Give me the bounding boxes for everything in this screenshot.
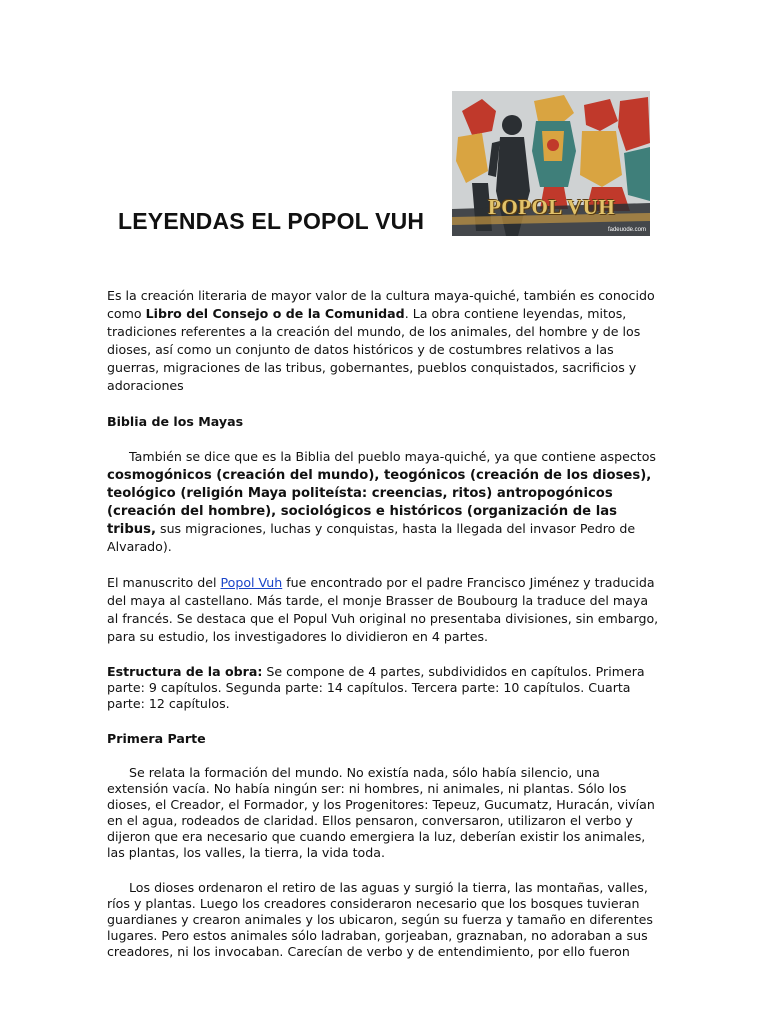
primera-parte-paragraph: Se relata la formación del mundo. No existía nada, sólo había silencio, una extensión vacía. No había ningún ser: ni hombres, ni animales, ni plantas. Sólo los dioses, el Creador, el Formador, y los Progenitores: Tepeuz, Gucumatz, Huracán, vivían en el agua, rodeados de claridad. Ellos pensaron, conversaron, utilizaron el verbo y dijeron que era necesario que cuando emergiera la luz, deberían existir los animales, las plantas, los valles, la tierra, la vida toda. [107, 765, 655, 860]
page-title: LEYENDAS EL POPOL VUH [118, 208, 425, 234]
estructura-paragraph [107, 664, 662, 712]
manuscrito-text-1: El manuscrito del [107, 575, 221, 590]
estructura-label: Estructura de la obra: [107, 664, 263, 679]
intro-text-1: Es la creación literaria de mayor valor de la cultura maya-quiché, también es conocido como [107, 288, 655, 321]
estructura-text: Se compone de 4 partes, subdivididos en capítulos. Primera parte: 9 capítulos. Segunda parte: 14 capítulos. Tercera parte: 10 capítulos. Cuarta parte: 12 capítulos. [107, 664, 645, 711]
biblia-text-2: sus migraciones, luchas y conquistas, hasta la llegada del invasor Pedro de Alvarado). [107, 521, 636, 554]
intro-bold-title: Libro del Consejo o de la Comunidad [145, 306, 405, 321]
intro-text-2: . La obra contiene leyendas, mitos, tradiciones referentes a la creación del mundo, de los animales, del hombre y de los dioses, así como un conjunto de datos históricos y de costumbres relativos a las guerras, migraciones de las tribus, gobernantes, pueblos conquistados, sacrificios y adoraciones [107, 306, 641, 393]
article-body [107, 287, 662, 960]
dioses-paragraph: Los dioses ordenaron el retiro de las aguas y surgió la tierra, las montañas, valles, ríos y plantas. Luego los creadores consideraron necesario que los bosques tuvieran guardianes y crearon animales y los ubicaron, según su fuerza y tamaño en diferentes lugares. Pero estos animales sólo ladraban, gorjeaban, graznaban, no adoraban a sus creadores, ni los invocaban. Carecían de verbo y de entendimiento, por ello fueron [107, 880, 653, 959]
intro-paragraph [107, 287, 662, 395]
popol-vuh-link[interactable]: Popol Vuh [220, 575, 283, 590]
section-heading-biblia: Biblia de los Mayas [107, 414, 244, 429]
image-watermark: fadeuode.com [607, 227, 646, 233]
manuscrito-text-2: fue encontrado por el padre Francisco Jiménez y traducida del maya al castellano. Más tarde, el monje Brasser de Boubourg la traduce del maya al francés. Se destaca que el Popul Vuh original no presentaba divisiones, sin embargo, para su estudio, los investigadores lo dividieron en 4 partes. [107, 575, 659, 644]
section-heading-primera-parte: Primera Parte [107, 731, 206, 746]
biblia-paragraph [107, 448, 662, 556]
image-overlay-title: POPOL VUH [488, 195, 616, 219]
popol-vuh-illustration [452, 91, 650, 236]
biblia-text-1: También se dice que es la Biblia del pueblo maya-quiché, ya que contiene aspectos [129, 449, 656, 464]
manuscrito-paragraph [107, 574, 662, 646]
biblia-bold-aspects: cosmogónicos (creación del mundo), teogónicos (creación de los dioses), teológico (religión Maya politeísta: creencias, ritos) antropogónicos (creación del hombre), sociológicos e históricos (organización de las tribus, [107, 468, 652, 537]
